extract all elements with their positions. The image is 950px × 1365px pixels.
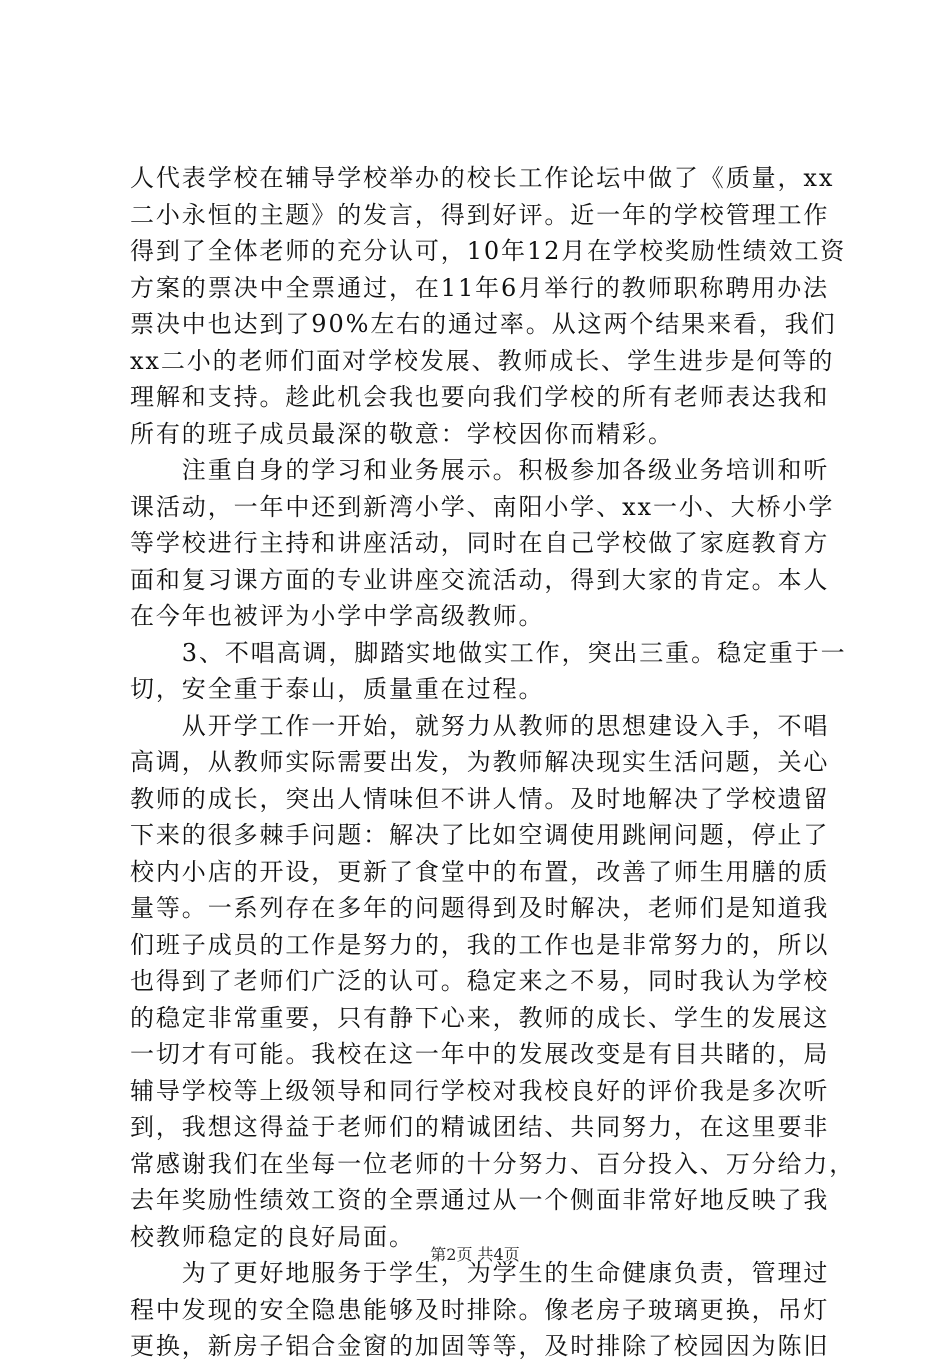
body-text (130, 160, 856, 1365)
text-line: 所有的班子成员最深的敬意：学校因你而精彩。 (130, 419, 674, 448)
text-line: xx二小的老师们面对学校发展、教师成长、学生进步是何等的 (130, 346, 835, 375)
text-line: 到，我想这得益于老师们的精诚团结、共同努力，在这里要非 (130, 1113, 830, 1141)
text-line: 辅导学校等上级领导和同行学校对我校良好的评价我是多次听 (130, 1076, 830, 1105)
text-line: 二小永恒的主题》的发言，得到好评。近一年的学校管理工作 (130, 200, 830, 229)
text-line: 的稳定非常重要，只有静下心来，教师的成长、学生的发展这 (130, 1003, 830, 1032)
text-line: 在今年也被评为小学中学高级教师。 (130, 602, 545, 630)
text-line: 常感谢我们在坐每一位老师的十分努力、百分投入、万分给力， (130, 1149, 856, 1178)
text-line: 注重自身的学习和业务展示。积极参加各级业务培训和听 (130, 456, 830, 484)
page-number-footer: 第2页 共4页 (430, 1245, 520, 1264)
text-line: 去年奖励性绩效工资的全票通过从一个侧面非常好地反映了我 (130, 1186, 830, 1214)
text-line: 方案的票决中全票通过，在11年6月举行的教师职称聘用办法 (130, 273, 830, 302)
text-line: 得到了全体老师的充分认可，10年12月在学校奖励性绩效工资 (130, 237, 847, 265)
text-line: 教师的成长，突出人情味但不讲人情。及时地解决了学校遗留 (130, 784, 830, 813)
text-line: 从开学工作一开始，就努力从教师的思想建设入手，不唱 (130, 711, 830, 740)
text-line: 也得到了老师们广泛的认可。稳定来之不易，同时我认为学校 (130, 967, 830, 995)
text-line: 校教师稳定的良好局面。 (130, 1222, 415, 1251)
text-line: 们班子成员的工作是努力的，我的工作也是非常努力的，所以 (130, 930, 830, 959)
text-line: 更换，新房子铝合金窗的加固等等，及时排除了校园因为陈旧 (130, 1332, 830, 1360)
text-line: 面和复习课方面的专业讲座交流活动，得到大家的肯定。本人 (130, 565, 830, 594)
text-line: 人代表学校在辅导学校举办的校长工作论坛中做了《质量，xx (130, 164, 835, 192)
text-line: 程中发现的安全隐患能够及时排除。像老房子玻璃更换，吊灯 (130, 1295, 830, 1324)
text-line: 切，安全重于泰山，质量重在过程。 (130, 675, 545, 703)
text-line: 量等。一系列存在多年的问题得到及时解决，老师们是知道我 (130, 894, 830, 922)
text-line: 理解和支持。趁此机会我也要向我们学校的所有老师表达我和 (130, 383, 830, 411)
text-line: 下来的很多棘手问题：解决了比如空调使用跳闸问题，停止了 (130, 821, 830, 849)
text-line: 课活动，一年中还到新湾小学、南阳小学、xx一小、大桥小学 (130, 492, 835, 521)
text-line: 票决中也达到了90%左右的通过率。从这两个结果来看，我们 (130, 310, 837, 338)
text-line: 等学校进行主持和讲座活动，同时在自己学校做了家庭教育方 (130, 529, 830, 557)
text-line: 校内小店的开设，更新了食堂中的布置，改善了师生用膳的质 (130, 857, 830, 886)
text-line: 高调，从教师实际需要出发，为教师解决现实生活问题，关心 (130, 748, 830, 776)
text-line: 3、不唱高调，脚踏实地做实工作，突出三重。稳定重于一 (130, 638, 847, 667)
text-line: 为了更好地服务于学生，为学生的生命健康负责，管理过 (130, 1259, 830, 1287)
text-line: 一切才有可能。我校在这一年中的发展改变是有目共睹的，局 (130, 1040, 830, 1068)
